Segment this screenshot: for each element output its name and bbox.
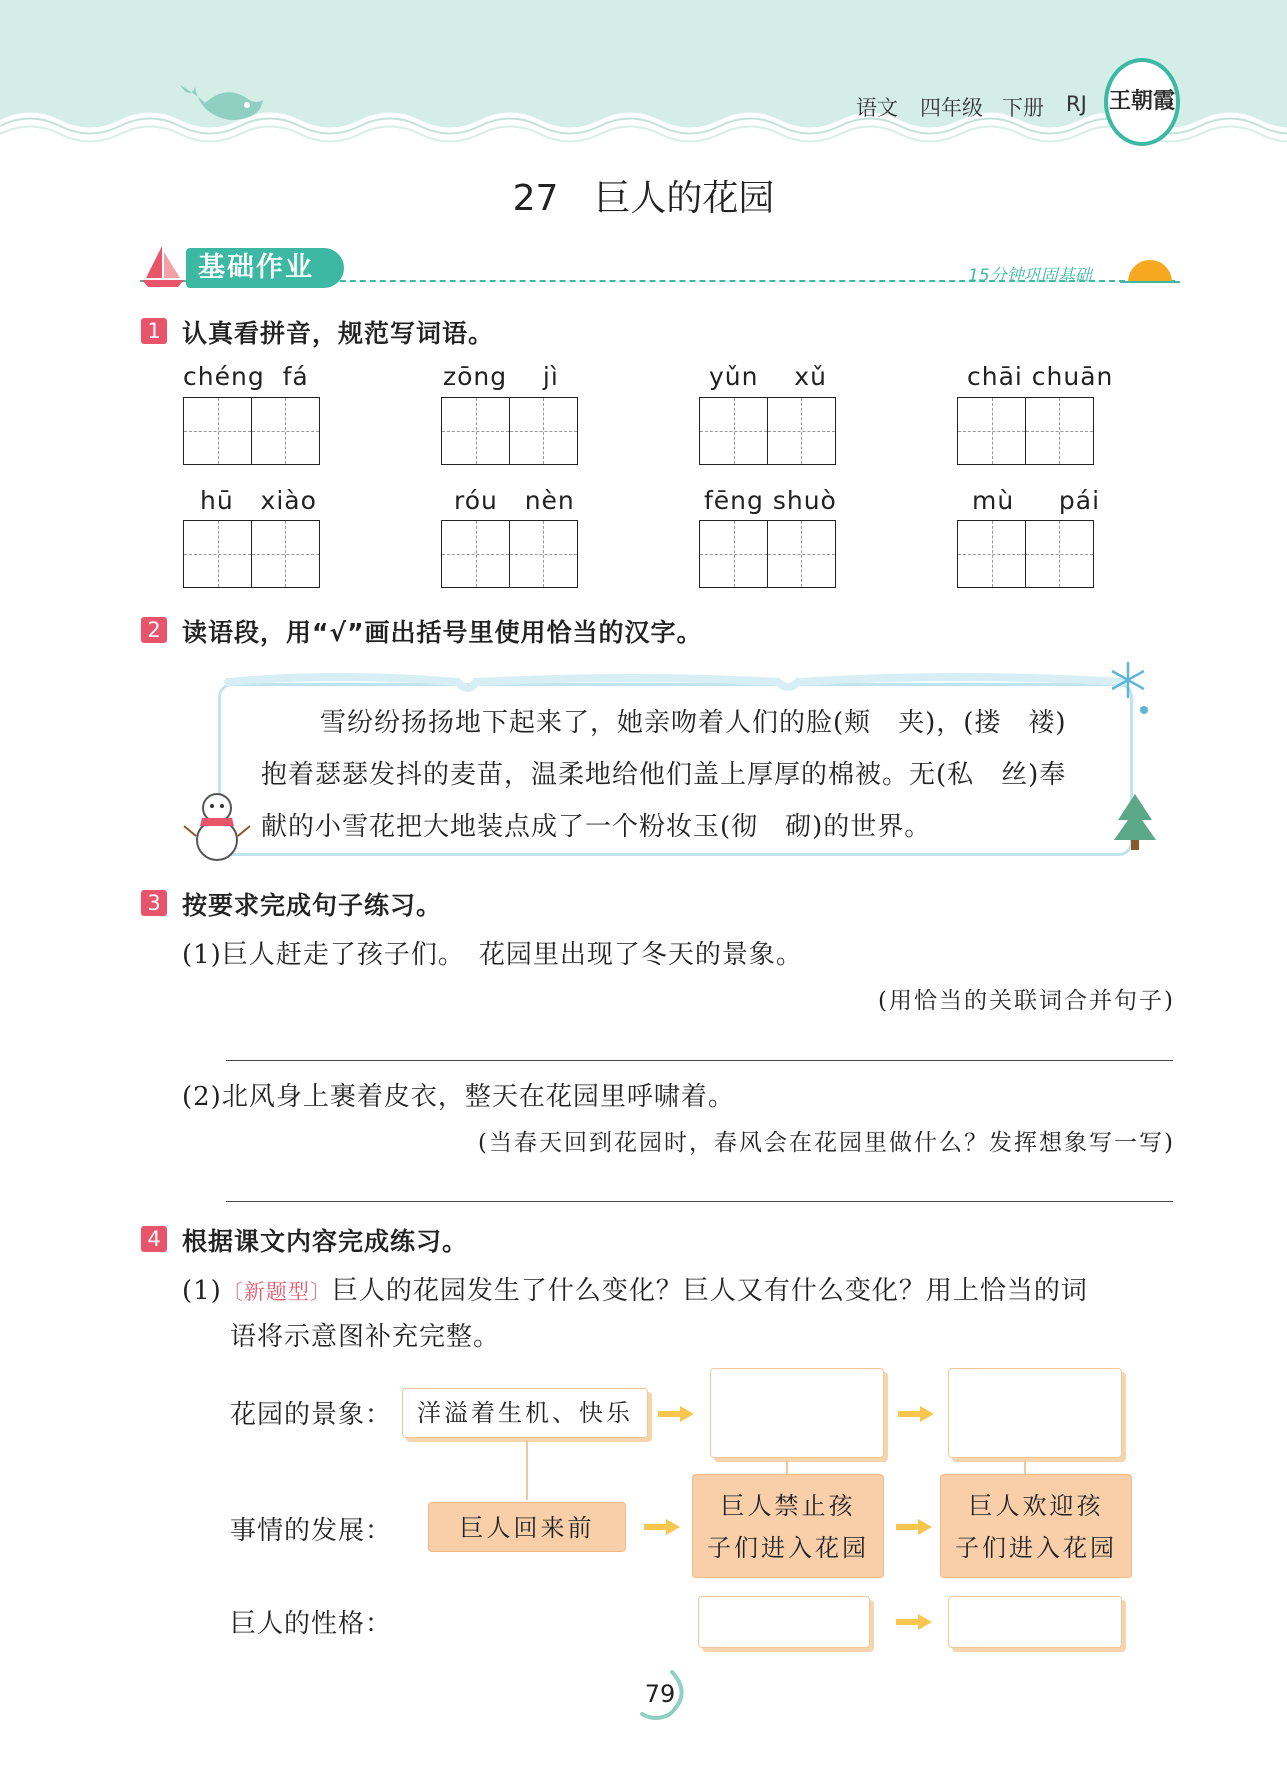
diagram-row-label: 花园的景象： (230, 1400, 393, 1430)
pinyin-label: róu nèn (454, 486, 575, 515)
question-number: 3 (141, 890, 167, 916)
page-title: 27 巨人的花园 (512, 178, 775, 219)
answer-line[interactable] (226, 1060, 1173, 1061)
arrow-right-icon (894, 1612, 934, 1632)
sub-question: (1)〔新题型〕巨人的花园发生了什么变化？巨人又有什么变化？用上恰当的词 (182, 1276, 1088, 1306)
question-number: 2 (141, 617, 167, 643)
scene-box: 洋溢着生机、快乐 (402, 1388, 648, 1438)
scene-blank-box[interactable] (710, 1368, 884, 1458)
connector-line (1024, 1460, 1026, 1474)
grade-label: 四年级 (920, 96, 983, 120)
writing-grid[interactable] (441, 397, 583, 467)
writing-grid[interactable] (183, 397, 325, 467)
sub-question-hint: (用恰当的关联词合并句子) (878, 988, 1175, 1014)
question-text: 根据课文内容完成练习。 (182, 1227, 469, 1256)
question-text: 认真看拼音，规范写词语。 (182, 319, 495, 348)
page-header-band (0, 0, 1287, 150)
pinyin-label: yǔn xǔ (709, 362, 827, 391)
pinyin-label: mù pái (972, 486, 1101, 515)
diagram-row-label: 巨人的性格： (230, 1609, 393, 1639)
snowman-icon (182, 780, 252, 865)
writing-grid[interactable] (699, 520, 841, 590)
writing-grid[interactable] (699, 397, 841, 467)
whale-icon (175, 75, 275, 135)
passage-line: 献的小雪花把大地装点成了一个粉妆玉(彻 砌)的世界。 (261, 812, 932, 842)
connector-line (526, 1440, 528, 1500)
sunset-icon (1120, 252, 1180, 286)
passage-line: 抱着瑟瑟发抖的麦苗，温柔地给他们盖上厚厚的棉被。无(私 丝)奉 (261, 760, 1067, 790)
arrow-right-icon (894, 1517, 934, 1537)
character-blank-box[interactable] (948, 1596, 1122, 1648)
answer-line[interactable] (226, 1201, 1173, 1202)
brand-seal-logo: 王朝霞 (1104, 58, 1180, 146)
writing-grid[interactable] (441, 520, 583, 590)
writing-grid[interactable] (957, 520, 1099, 590)
pinyin-label: fēng shuò (704, 486, 837, 515)
section-note: 15分钟巩固基础 (968, 266, 1092, 286)
question-number: 4 (141, 1226, 167, 1252)
connector-line (786, 1460, 788, 1474)
page-number: 79 (644, 1680, 676, 1708)
passage-line: 雪纷纷扬扬地下起来了，她亲吻着人们的脸(颊 夹)，(搂 褛) (320, 708, 1067, 738)
edition-label: RJ (1066, 92, 1087, 116)
sub-question: (2)北风身上裹着皮衣，整天在花园里呼啸着。 (182, 1082, 735, 1112)
new-type-tag: 〔新题型〕 (221, 1280, 332, 1304)
writing-grid[interactable] (957, 397, 1099, 467)
subject-label: 语文 (856, 96, 898, 120)
pinyin-label: chéng fá (183, 362, 309, 391)
snow-cap-decoration (218, 672, 1133, 696)
sub-question-continuation: 语将示意图补充完整。 (230, 1322, 501, 1352)
scene-blank-box[interactable] (948, 1368, 1122, 1458)
diagram-row-label: 事情的发展： (230, 1516, 393, 1546)
section-tab-basic-homework: 基础作业 (186, 248, 344, 288)
arrow-right-icon (896, 1404, 936, 1424)
development-box: 巨人欢迎孩 子们进入花园 (940, 1474, 1132, 1578)
pinyin-label: zōng jì (443, 362, 559, 391)
development-box: 巨人禁止孩 子们进入花园 (692, 1474, 884, 1578)
snowflake-icon (1108, 660, 1156, 720)
writing-grid[interactable] (183, 520, 325, 590)
question-text: 按要求完成句子练习。 (182, 891, 443, 920)
sailboat-icon (140, 242, 186, 288)
volume-label: 下册 (1002, 96, 1044, 120)
arrow-right-icon (642, 1517, 682, 1537)
arrow-right-icon (656, 1404, 696, 1424)
pine-tree-icon (1112, 790, 1158, 852)
question-text: 读语段，用“√”画出括号里使用恰当的汉字。 (182, 618, 703, 647)
character-blank-box[interactable] (698, 1596, 870, 1648)
development-box: 巨人回来前 (428, 1502, 626, 1552)
question-number: 1 (141, 318, 167, 344)
pinyin-label: hū xiào (200, 486, 317, 515)
pinyin-label: chāi chuān (967, 362, 1114, 391)
sub-question-hint: (当春天回到花园时，春风会在花园里做什么？发挥想象写一写) (478, 1130, 1175, 1156)
sub-question: (1)巨人赶走了孩子们。 花园里出现了冬天的景象。 (182, 940, 803, 970)
